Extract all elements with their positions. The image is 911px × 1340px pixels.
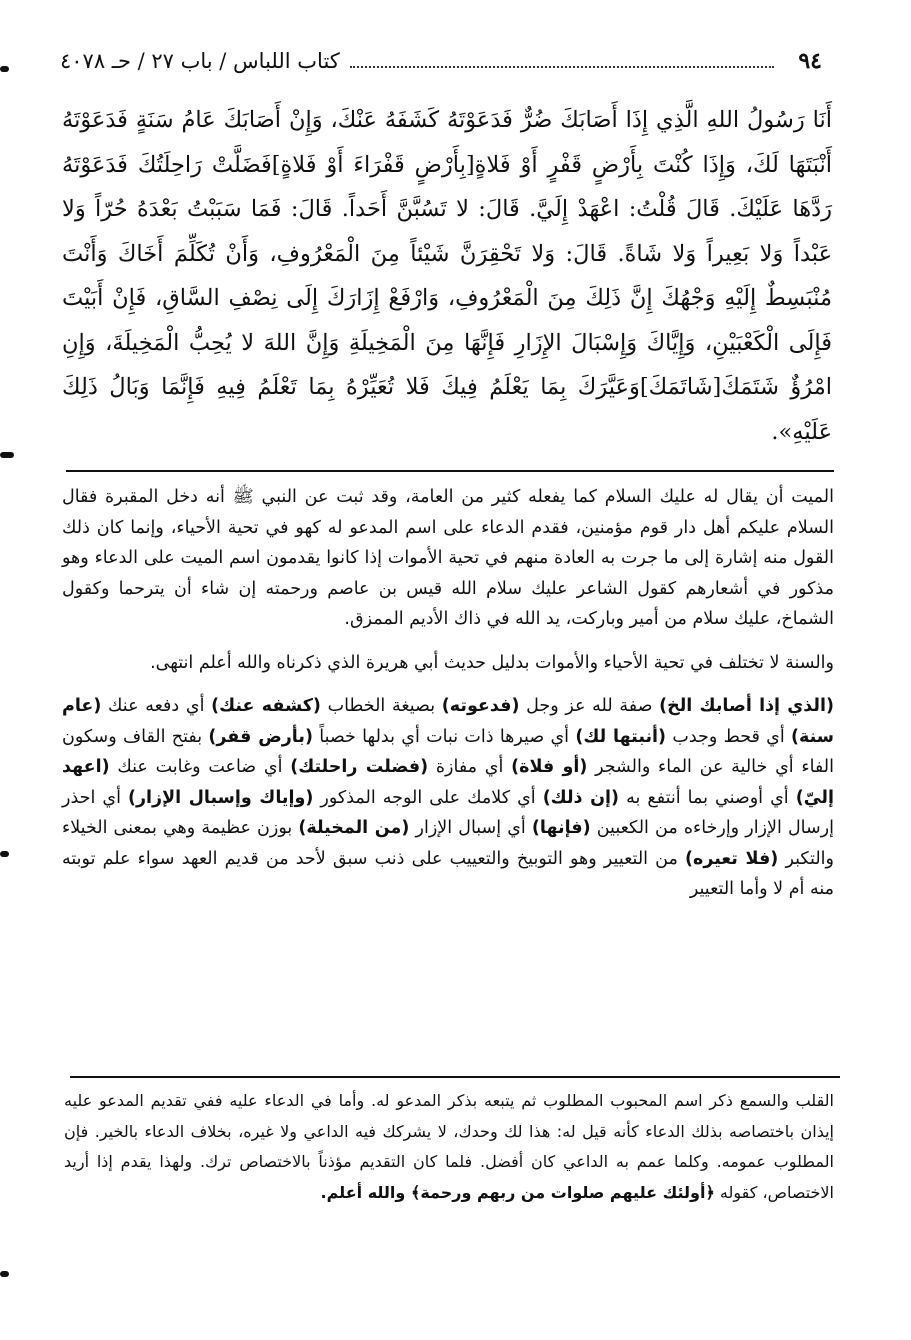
explanation-text: أي قحط وجدب: [666, 726, 792, 747]
scan-edge-mark: [0, 452, 14, 458]
quoted-phrase: (أو فلاة): [511, 757, 588, 777]
explanation-text: بوزن عظيمة وهي بمعنى الخيلاء والتكبر: [62, 818, 834, 869]
explanation-text: من التعيير وهو التوبيخ والتعييب على ذنب سبق لأحد من قديم العهد سواء علم توبته منه أم لا وأما التعيير: [62, 848, 834, 899]
scan-edge-mark: [0, 66, 9, 72]
explanation-text: بصيغة الخطاب: [320, 696, 442, 716]
commentary-explanation-paragraph: [62, 691, 834, 905]
explanation-text: أي دفعه عنك: [101, 696, 212, 716]
scan-edge-mark: [0, 1271, 9, 1277]
quoted-phrase: (من المخيلة): [298, 818, 410, 838]
explanation-text: أي احذر إرسال الإزار وإرخاءه من الكعبين: [62, 787, 834, 838]
footnote: [64, 1086, 834, 1208]
quoted-phrase: (اعهد إليّ): [62, 757, 834, 808]
header-leader-dots: [350, 66, 775, 68]
quoted-phrase: (عام سنة): [62, 696, 834, 747]
quoted-phrase: (كشفه عنك): [211, 696, 321, 716]
quoted-phrase: (فدعوته): [441, 696, 520, 716]
quoted-phrase: (فلا تعيره): [685, 848, 779, 869]
explanation-text: أي كلامك على الوجه المذكور: [313, 787, 543, 808]
explanation-text: أي ضاعت وغابت عنك: [109, 757, 291, 777]
quoted-phrase: (الذي إذا أصابك الخ): [659, 696, 834, 716]
quoted-phrase: (فضلت راحلتك): [290, 757, 429, 777]
commentary-paragraph: الميت أن يقال له عليك السلام كما يفعله كثير من العامة، وقد ثبت عن النبي ﷺ أنه دخل المقبرة فقال السلام عليكم أهل دار قوم مؤمنين، فقدم الدعاء على اسم المدعو له كهو في تحية الأحياء، وإنما كان ذلك القول منه إشارة إلى ما جرت به العادة منهم في تحية الأموات إذا كانوا يقدمون اسم الميت على الدعاء وهو مذكور في أشعارهم كقول الشاعر عليك سلام الله قيس بن عاصم ورحمته إن شاء أن يترحما وكقول الشماخ، عليك سلام من أمير وباركت، يد الله في ذاك الأديم الممزق.: [62, 487, 834, 629]
running-title: كتاب اللباس / باب ٢٧ / حـ ٤٠٧٨: [60, 49, 340, 73]
explanation-text: أي مفازة: [428, 757, 512, 777]
commentary-divider: [66, 470, 834, 472]
explanation-text: بفتح القاف وسكون الفاء أي خالية عن الماء والشجر: [62, 726, 834, 777]
quoted-phrase: (أنبتها لك): [575, 726, 667, 747]
commentary-paragraph: والسنة لا تختلف في تحية الأحياء والأموات بدليل حديث أبي هريرة الذي ذكرناه والله أعلم انتهى.: [150, 652, 834, 673]
scan-edge-mark: [0, 851, 9, 857]
footnote-closing: والله أعلم.: [320, 1182, 411, 1202]
explanation-text: أي إسبال الإزار: [409, 818, 532, 838]
page-header: [60, 44, 822, 78]
quran-quote: ﴿أولئك عليهم صلوات من ربهم ورحمة﴾: [410, 1182, 715, 1202]
explanation-text: صفة لله عز وجل: [519, 696, 660, 716]
quoted-phrase: (فإنها): [531, 818, 591, 838]
hadith-text: أَنَا رَسُولُ اللهِ الَّذِي إِذَا أَصَابَكَ ضُرٌّ فَدَعَوْتَهُ كَشَفَهُ عَنْكَ، وَإِنْ أَصَابَكَ عَامُ سَنَةٍ فَدَعَوْتَهُ أَنْبَتَهَا لَكَ، وَإِذَا كُنْتَ بِأَرْضٍ قَفْرٍ أَوْ فَلاةٍ[بِأَرْضٍ قَفْرَاءَ أَوْ فَلاةٍ]فَضَلَّتْ رَاحِلَتُكَ فَدَعَوْتَهُ رَدَّهَا عَلَيْكَ. قَالَ قُلْتُ: اعْهَدْ إِلَيَّ. قَالَ: لا تَسُبَّنَّ أَحَداً. قَالَ: فَمَا سَبَبْتُ بَعْدَهُ حُرّاً وَلا عَبْداً وَلا بَعِيراً وَلا شَاةً. قَالَ: وَلا تَحْقِرَنَّ شَيْئاً مِنَ الْمَعْرُوفِ، وَأَنْ تُكَلِّمَ أَخَاكَ وَأَنْتَ مُنْبَسِطٌ إِلَيْهِ وَجْهُكَ إِنَّ ذَلِكَ مِنَ الْمَعْرُوفِ، وَارْفَعْ إِزَارَكَ إِلَى نِصْفِ السَّاقِ، فَإِنْ أَبَيْتَ فَإِلَى الْكَعْبَيْنِ، وَإِيَّاكَ وَإِسْبَالَ الإِزَارِ فَإِنَّهَا مِنَ الْمَخِيلَةِ وَإِنَّ اللهَ لا يُحِبُّ الْمَخِيلَةَ، وَإِنِ امْرُؤٌ شَتَمَكَ[شَاتَمَكَ]وَعَيَّرَكَ بِمَا يَعْلَمُ فِيكَ فَلا تُعَيِّرْهُ بِمَا تَعْلَمُ فِيهِ فَإِنَّمَا وَبَالُ ذَلِكَ عَلَيْهِ».: [62, 107, 832, 445]
footnote-text: القلب والسمع ذكر اسم المحبوب المطلوب ثم يتبعه بذكر المدعو له. وأما في الدعاء عليه ففي تقديم المدعو عليه إيذان باختصاصه بذلك الدعاء كأنه قيل له: هذا لك وحدك، لا يشركك فيه الداعي ولا غيره، بخلاف الدعاء بالخير. فإن المطلوب عمومه. وكلما عمم به الداعي كان أفضل. فلما كان التقديم مؤذناً بالاختصاص ترك. ولهذا يقدم إذا أريد الاختصاص، كقوله: [64, 1091, 834, 1202]
explanation-text: أي أوصني بما أنتفع به: [619, 787, 796, 808]
quoted-phrase: (بأرض قفر): [208, 726, 313, 747]
explanation-text: أي صيرها ذات نبات أي بدلها خصباً: [312, 726, 576, 747]
page-number: ٩٤: [798, 48, 822, 74]
footnote-divider: [70, 1076, 840, 1078]
commentary-section: [62, 482, 834, 905]
quoted-phrase: (إن ذلك): [542, 787, 620, 808]
quoted-phrase: (وإياك وإسبال الإزار): [127, 787, 314, 808]
